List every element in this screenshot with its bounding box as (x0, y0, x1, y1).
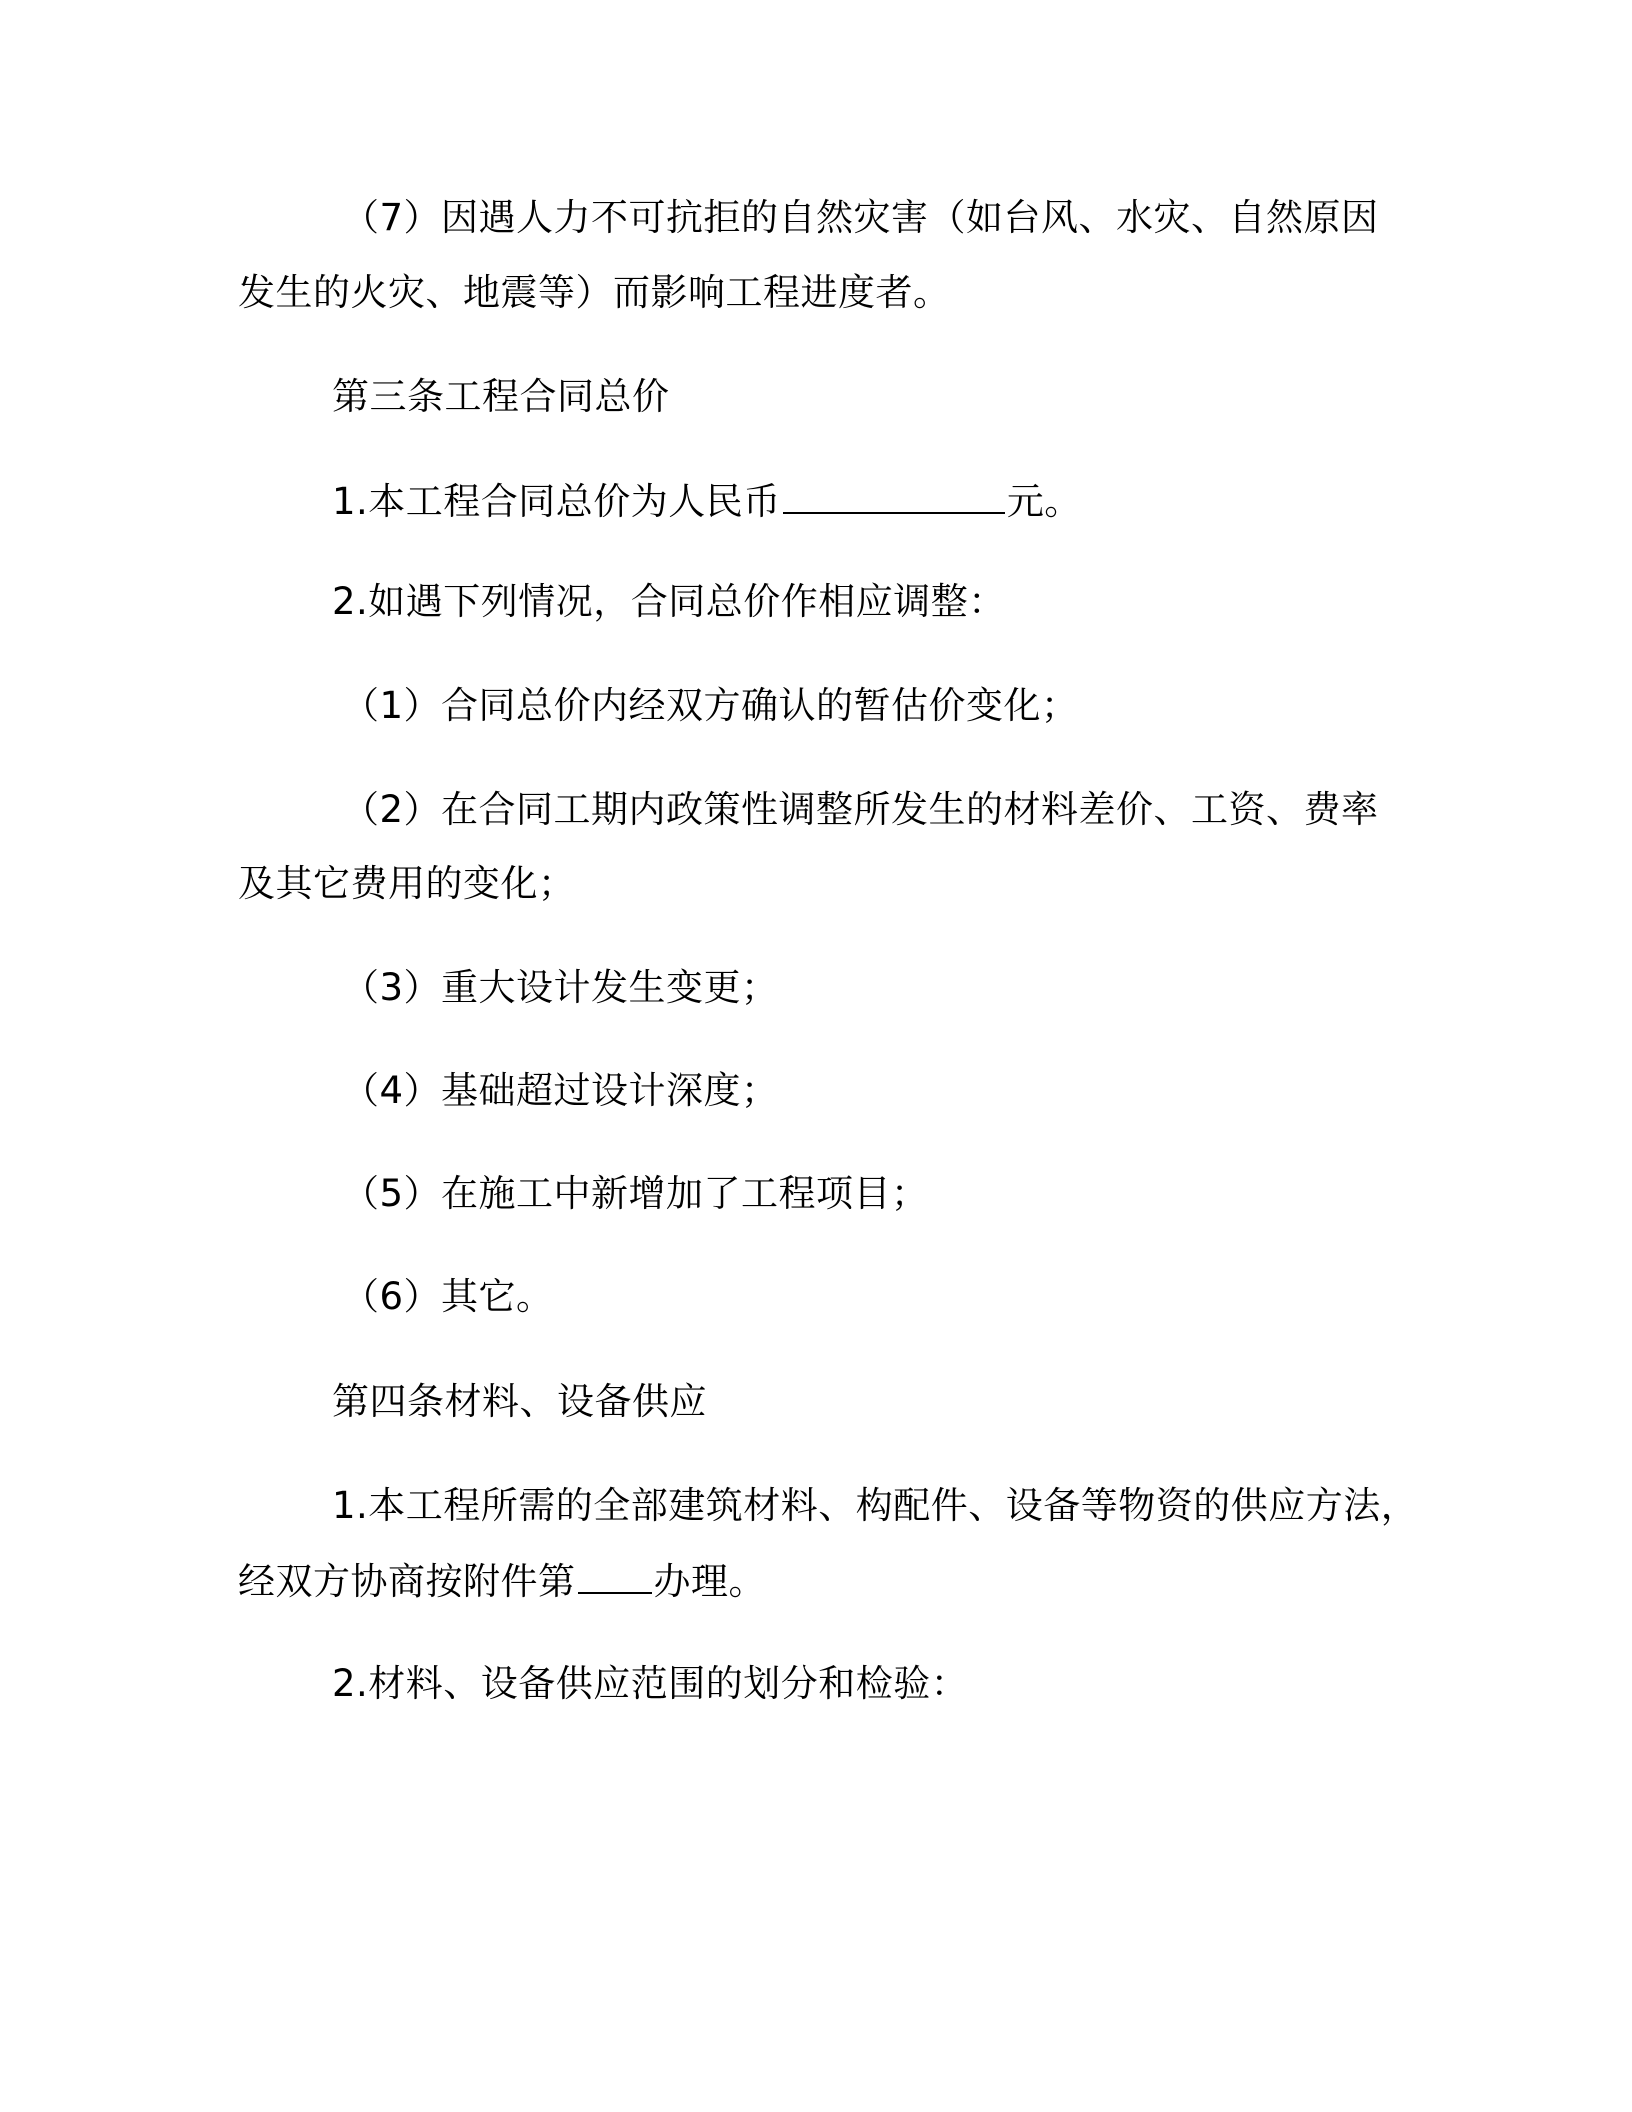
clause-7-line1: （7）因遇人力不可抗拒的自然灾害（如台风、水灾、自然原因 (342, 196, 1379, 239)
adjustment-item-2-line1: （2）在合同工期内政策性调整所发生的材料差价、工资、费率 (342, 788, 1379, 831)
article-3-item-2: 2.如遇下列情况，合同总价作相应调整： (332, 580, 1006, 623)
adjustment-item-2-line2: 及其它费用的变化； (238, 862, 576, 905)
adjustment-item-5: （5）在施工中新增加了工程项目； (342, 1172, 929, 1215)
adjustment-item-6: （6）其它。 (342, 1275, 554, 1318)
article-4-item-1-line2-prefix: 经双方协商按附件第 (238, 1560, 576, 1603)
article-4-heading: 第四条材料、设备供应 (332, 1380, 707, 1423)
contract-price-blank (783, 476, 1005, 514)
clause-7-line2: 发生的火灾、地震等）而影响工程进度者。 (238, 271, 951, 314)
adjustment-item-1: （1）合同总价内经双方确认的暂估价变化； (342, 684, 1079, 727)
appendix-number-blank (578, 1556, 652, 1594)
adjustment-item-4: （4）基础超过设计深度； (342, 1069, 779, 1112)
article-4-item-2: 2.材料、设备供应范围的划分和检验： (332, 1662, 969, 1705)
article-3-heading: 第三条工程合同总价 (332, 375, 670, 418)
article-3-item-1-suffix: 元。 (1006, 480, 1082, 523)
article-4-item-1-line1: 1.本工程所需的全部建筑材料、构配件、设备等物资的供应方法， (332, 1484, 1419, 1527)
adjustment-item-3: （3）重大设计发生变更； (342, 966, 779, 1009)
article-3-item-1 (332, 476, 1082, 527)
article-4-item-1-line2 (238, 1556, 766, 1607)
article-4-item-1-line2-suffix: 办理。 (653, 1560, 766, 1603)
article-3-item-1-prefix: 1.本工程合同总价为人民币 (332, 480, 781, 523)
